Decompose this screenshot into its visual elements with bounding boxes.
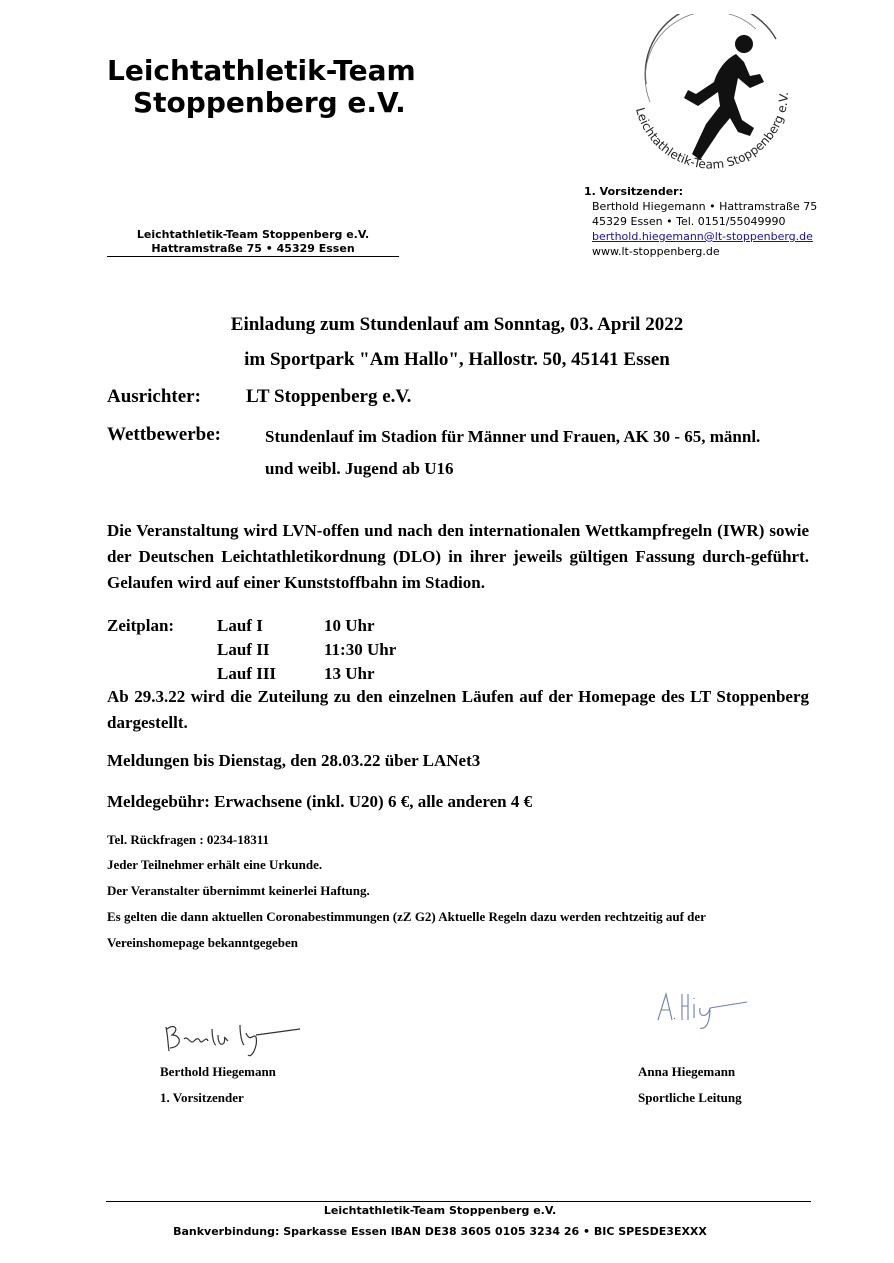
- footer-bank: Bankverbindung: Sparkasse Essen IBAN DE38 3605 0105 3234 26 • BIC SPESDE3EXXX: [173, 1225, 707, 1238]
- schedule-run: Lauf II: [217, 640, 270, 659]
- registration-deadline: Meldungen bis Dienstag, den 28.03.22 über LANet3: [107, 751, 481, 770]
- schedule-time: 10 Uhr: [324, 616, 375, 635]
- logo-arc-text: Leichtathletik-Team Stoppenberg e.V.: [633, 91, 792, 172]
- org-title-line2: Stoppenberg e.V.: [133, 86, 406, 119]
- event-description: Die Veranstaltung wird LVN-offen und nach den internationalen Wettkampfregeln (IWR) sowie der Deutschen Leichtathletikordnung (DLO) in ihrer jeweils gültigen Fassung durch-geführt. Gelaufen wird auf einer Kunststoffbahn im Stadion.: [107, 521, 809, 592]
- competitions-label: Wettbewerbe:: [107, 424, 221, 445]
- chair-label: 1. Vorsitzender:: [584, 185, 683, 198]
- chair-contact-block: [584, 184, 817, 259]
- club-logo: [626, 14, 796, 184]
- registration-fee: Meldegebühr: Erwachsene (inkl. U20) 6 €, alle anderen 4 €: [107, 792, 533, 811]
- schedule-run: Lauf I: [217, 616, 263, 635]
- schedule-run: Lauf III: [217, 664, 277, 683]
- schedule-time: 13 Uhr: [324, 664, 375, 683]
- signer-left-role: 1. Vorsitzender: [160, 1090, 244, 1105]
- footer-divider: [106, 1201, 811, 1202]
- sender-name: Leichtathletik-Team Stoppenberg e.V.: [136, 228, 370, 241]
- invitation-line1: Einladung zum Stundenlauf am Sonntag, 03. April 2022: [230, 314, 684, 335]
- chair-web: www.lt-stoppenberg.de: [592, 245, 720, 258]
- competitions-line2: und weibl. Jugend ab U16: [265, 459, 454, 478]
- note-homepage: Vereinshomepage bekanntgegeben: [107, 935, 299, 950]
- schedule-label: Zeitplan:: [107, 616, 175, 635]
- runner-icon: [684, 35, 764, 160]
- schedule-table: [217, 614, 396, 686]
- schedule-row: [217, 662, 396, 686]
- schedule-time: 11:30 Uhr: [324, 640, 397, 659]
- sender-address: Hattramstraße 75 • 45329 Essen: [107, 242, 399, 257]
- signature-berthold: [160, 1015, 305, 1065]
- schedule-row: [217, 638, 396, 662]
- note-liability: Der Veranstalter übernimmt keinerlei Haftung.: [107, 883, 370, 898]
- chair-email-link[interactable]: berthold.hiegemann@lt-stoppenberg.de: [592, 230, 813, 243]
- signer-left-name: Berthold Hiegemann: [160, 1064, 276, 1079]
- org-title-line1: Leichtathletik-Team: [107, 54, 416, 87]
- invitation-line2: im Sportpark "Am Hallo", Hallostr. 50, 45141 Essen: [244, 349, 670, 370]
- organizer-label: Ausrichter:: [107, 386, 201, 407]
- note-phone: Tel. Rückfragen : 0234-18311: [107, 832, 270, 847]
- competitions-line1: Stundenlauf im Stadion für Männer und Frauen, AK 30 - 65, männl.: [265, 427, 761, 446]
- signature-anna: [652, 988, 752, 1033]
- footer-org: Leichtathletik-Team Stoppenberg e.V.: [323, 1204, 557, 1217]
- schedule-row: [217, 614, 396, 638]
- organization-title: [107, 55, 416, 119]
- assignment-note: Ab 29.3.22 wird die Zuteilung zu den einzelnen Läufen auf der Homepage des LT Stoppenberg dargestellt.: [107, 687, 809, 732]
- organizer-value: LT Stoppenberg e.V.: [246, 386, 412, 407]
- note-certificate: Jeder Teilnehmer erhält eine Urkunde.: [107, 857, 323, 872]
- note-corona: Es gelten die dann aktuellen Coronabestimmungen (zZ G2) Aktuelle Regeln dazu werden rechtzeitig auf der: [107, 909, 706, 924]
- sender-address-block: [107, 228, 399, 257]
- signer-right-name: Anna Hiegemann: [638, 1064, 736, 1079]
- signer-right-role: Sportliche Leitung: [638, 1090, 742, 1105]
- chair-line1: Berthold Hiegemann • Hattramstraße 75: [592, 200, 818, 213]
- chair-line2: 45329 Essen • Tel. 0151/55049990: [592, 215, 786, 228]
